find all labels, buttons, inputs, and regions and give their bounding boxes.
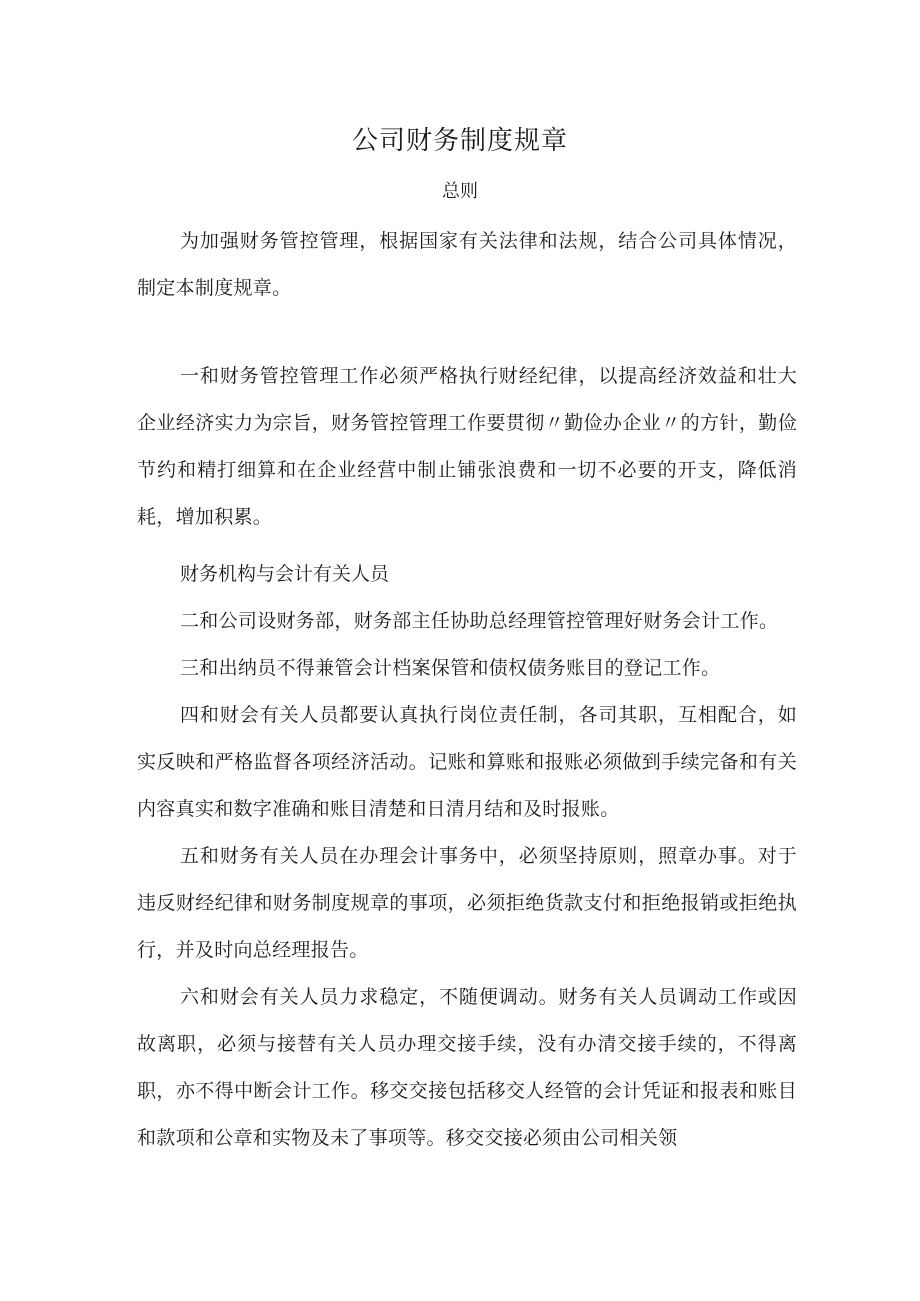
clause-3-paragraph: 三和出纳员不得兼管会计档案保管和债权债务账目的登记工作。 <box>180 657 721 679</box>
section-heading-general: 总则 <box>442 181 478 202</box>
intro-paragraph: 为加强财务管控管理，根据国家有关法律和法规，结合公司具体情况，制定本制度规章。 <box>137 230 797 299</box>
clause-4-paragraph: 四和财会有关人员都要认真执行岗位责任制，各司其职，互相配合，如实反映和严格监督各项经济活动。记账和算账和报账必须做到手续完备和有关内容真实和数字准确和账目清楚和日清月结和及时报账。 <box>137 704 797 820</box>
document-title: 公司财务制度规章 <box>351 126 568 156</box>
section-heading-finance-staff: 财务机构与会计有关人员 <box>180 563 390 585</box>
clause-6-paragraph: 六和财会有关人员力求稳定，不随便调动。财务有关人员调动工作或因故离职，必须与接替有关人员办理交接手续，没有办清交接手续的，不得离职，亦不得中断会计工作。移交交接包括移交人经管的会计凭证和报表和账目和款项和公章和实物及未了事项等。移交交接必须由公司相关领 <box>137 986 797 1149</box>
clause-2-paragraph: 二和公司设财务部，财务部主任协助总经理管控管理好财务会计工作。 <box>180 610 779 632</box>
clause-1-paragraph: 一和财务管控管理工作必须严格执行财经纪律，以提高经济效益和壮大企业经济实力为宗旨，财务管控管理工作要贯彻〃勤俭办企业〃的方针，勤俭节约和精打细算和在企业经营中制止铺张浪费和一切不必要的开支，降低消耗，增加积累。 <box>137 365 797 528</box>
clause-5-paragraph: 五和财务有关人员在办理会计事务中，必须坚持原则，照章办事。对于违反财经纪律和财务制度规章的事项，必须拒绝货款支付和拒绝报销或拒绝执行，并及时向总经理报告。 <box>137 845 797 961</box>
